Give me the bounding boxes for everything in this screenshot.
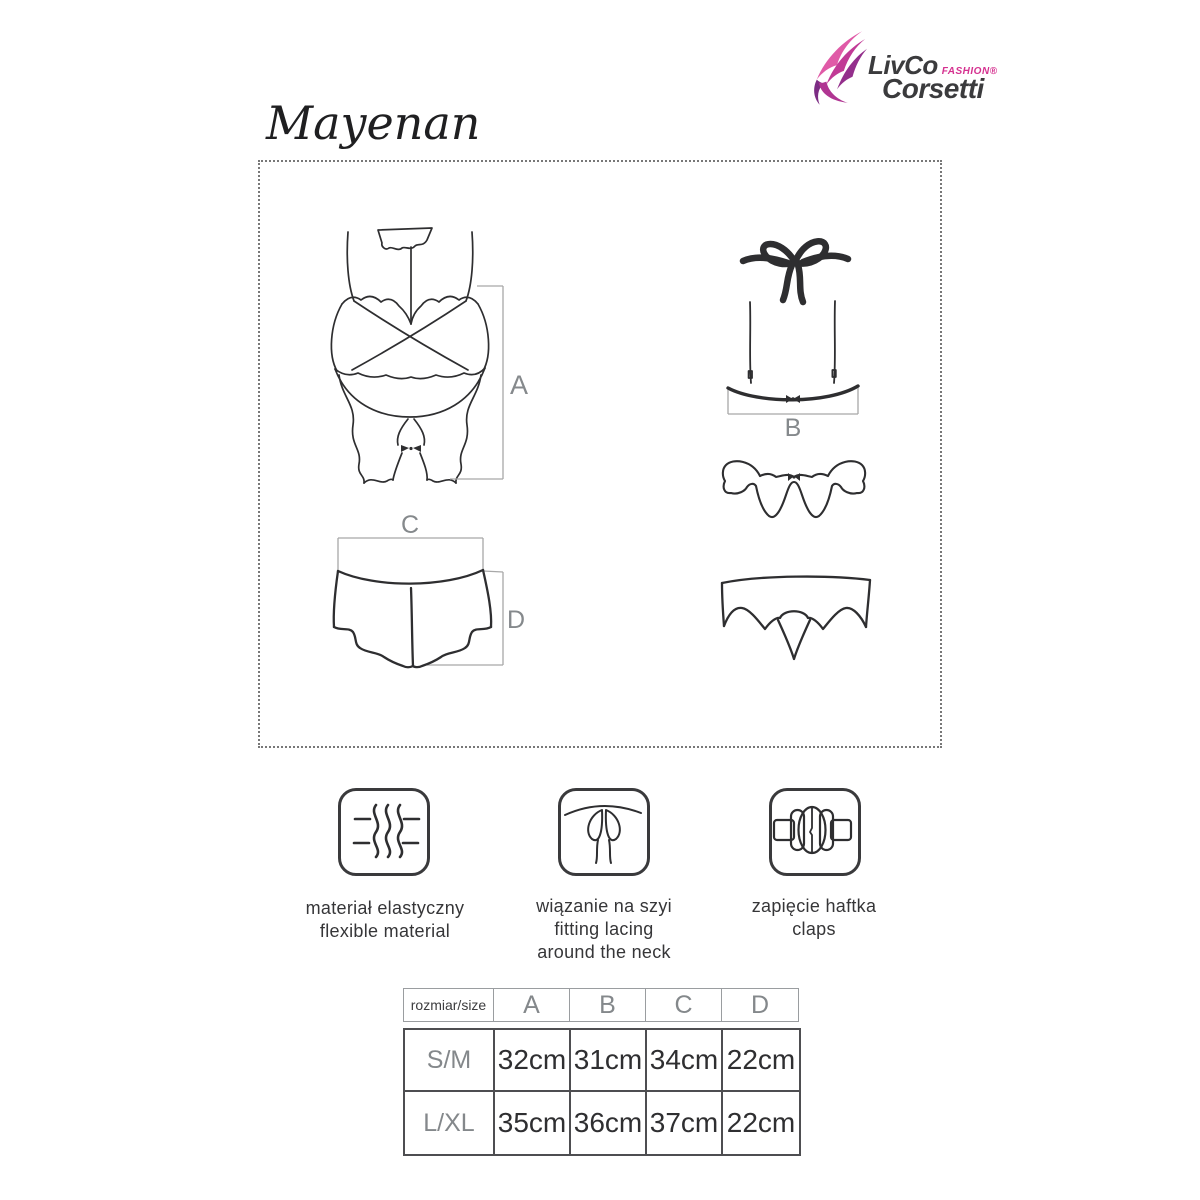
size-cell: 22cm bbox=[723, 1030, 799, 1092]
product-title: Mayenan bbox=[266, 96, 481, 150]
skirt-piece-drawing bbox=[716, 571, 886, 671]
panties-back-drawing bbox=[715, 447, 885, 542]
size-cell: 22cm bbox=[726, 1107, 796, 1138]
size-table-col-c: C bbox=[646, 989, 722, 1021]
flexible-material-icon bbox=[338, 788, 430, 876]
measurement-label-c: C bbox=[400, 514, 420, 539]
brand-name-sub: Corsetti bbox=[882, 73, 984, 104]
size-cell: 35cm bbox=[495, 1092, 571, 1154]
brand-logo-text bbox=[868, 52, 998, 103]
brand-name-main: LivCo bbox=[868, 50, 938, 80]
size-table-corner-cell: rozmiar/size bbox=[404, 989, 494, 1021]
brand-swoosh-icon bbox=[810, 30, 868, 108]
size-cell: 32cm bbox=[495, 1030, 571, 1092]
measurement-label-d: D bbox=[507, 606, 525, 634]
size-table-header bbox=[403, 988, 799, 1022]
size-table-row-sm bbox=[405, 1030, 799, 1092]
brand-name-fashion: FASHION® bbox=[941, 66, 998, 77]
feature-line: materiał elastyczny bbox=[305, 898, 465, 918]
size-table-col-a: A bbox=[494, 989, 570, 1021]
size-cell: 37cm bbox=[647, 1092, 723, 1154]
feature-line: zapięcie haftka bbox=[751, 896, 877, 916]
size-row-label: L/XL bbox=[405, 1092, 495, 1154]
babydoll-clasp bbox=[401, 445, 421, 452]
size-table-row-lxl bbox=[405, 1092, 799, 1154]
measurement-label-a: A bbox=[510, 370, 529, 400]
feature-line: fitting lacing bbox=[554, 919, 654, 939]
size-table-col-d: D bbox=[750, 990, 770, 1019]
back-band-clasp bbox=[786, 395, 800, 403]
clasp-icon bbox=[769, 788, 861, 876]
feature-line: flexible material bbox=[319, 921, 451, 941]
neck-lacing-icon bbox=[558, 788, 650, 876]
measurement-bracket-a bbox=[450, 286, 503, 479]
babydoll-front-drawing bbox=[290, 207, 530, 502]
size-cell: 31cm bbox=[571, 1030, 647, 1092]
feature-line: around the neck bbox=[537, 942, 671, 962]
feature-label-clasp bbox=[699, 895, 929, 941]
size-table-col-b: B bbox=[570, 989, 646, 1021]
measurement-label-b: B bbox=[784, 414, 802, 438]
feature-label-flexible-material bbox=[270, 897, 500, 943]
size-row-label: S/M bbox=[405, 1030, 495, 1092]
feature-label-neck-lacing bbox=[489, 895, 719, 964]
feature-line: claps bbox=[792, 919, 836, 939]
size-table-body bbox=[403, 1028, 801, 1156]
measurement-bracket-c bbox=[338, 538, 483, 571]
brand-logo bbox=[810, 30, 998, 108]
panties-front-drawing bbox=[325, 514, 525, 684]
size-cell: 34cm bbox=[647, 1030, 723, 1092]
size-cell: 36cm bbox=[571, 1092, 647, 1154]
feature-line: wiązanie na szyi bbox=[536, 896, 672, 916]
halter-back-drawing bbox=[703, 218, 888, 438]
